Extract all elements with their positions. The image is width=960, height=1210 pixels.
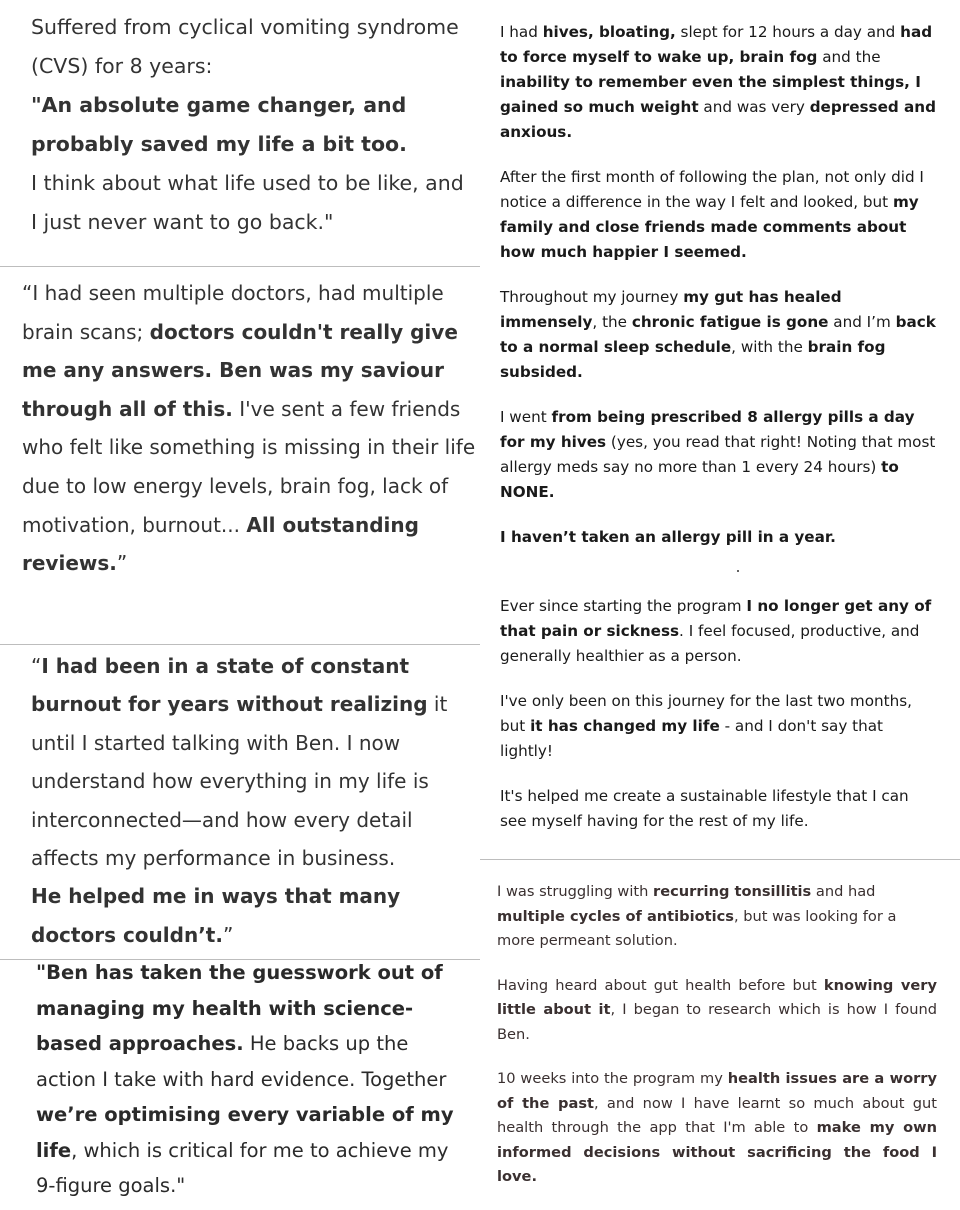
testimonial-science (36, 955, 456, 1204)
paragraph-allergy-pills (500, 405, 940, 505)
text-run: and the (817, 48, 881, 66)
paragraph-changed-life (500, 689, 940, 764)
bold-run: from being prescribed 8 allergy pills a day for my hives (500, 408, 915, 451)
bold-run: inability to remember even the simplest things, I gained so much weight (500, 73, 921, 116)
text-run: After the first month of following the plan, not only did I notice a difference in the way I felt and looked, but (500, 168, 924, 211)
testimonial-text-end (31, 877, 476, 954)
text-run: He backs up the action I take with hard evidence. Together (36, 1032, 447, 1091)
divider-right-1 (480, 859, 960, 860)
text-run: and I’m (828, 313, 896, 331)
text-run: it until I started talking with Ben. I now understand how everything in my life is interconnected—and how every detail affects my performance in business. (31, 692, 448, 871)
text-run: I had (500, 23, 543, 41)
divider-left-1 (0, 266, 480, 267)
paragraph-struggling (497, 880, 937, 954)
text-run: Throughout my journey (500, 288, 684, 306)
testimonial-tonsillitis (497, 880, 937, 1210)
text-run: Having heard about gut health before but (497, 976, 824, 994)
testimonial-text (36, 955, 456, 1204)
bold-run: multiple cycles of antibiotics (497, 907, 734, 925)
text-run: and had (811, 883, 876, 900)
bold-run: depressed and anxious. (500, 98, 936, 141)
bold-run: to NONE. (500, 458, 899, 501)
bold-run: recurring tonsillitis (653, 883, 812, 900)
text-run: - and I don't say that lightly! (500, 717, 883, 760)
text-run: Ever since starting the program (500, 597, 747, 615)
paragraph-first-month (500, 165, 940, 265)
text-run: slept for 12 hours a day and (675, 23, 901, 41)
testimonial-intro: Suffered from cyclical vomiting syndrome (CVS) for 8 years: (31, 15, 459, 78)
testimonial-quote-bold (31, 86, 471, 164)
text-run: “ (31, 654, 42, 678)
testimonial-cvs (31, 8, 471, 242)
text-run: , the (592, 313, 632, 331)
text-run: , but was looking for a more permeant solution. (497, 907, 897, 949)
text-run: I went (500, 408, 552, 426)
bold-run: hives, bloating, (542, 23, 676, 41)
text-run: I've only been on this journey for the last two months, but (500, 692, 912, 735)
text-run: I've sent a few friends who felt like something is missing in their life due to low energy levels, brain fog, lack of motivation, burnout... (22, 396, 476, 537)
paragraph-10-weeks (497, 1067, 937, 1190)
bold-run: brain fog subsided. (500, 338, 886, 381)
testimonial-text (31, 647, 476, 877)
bold-run: had to force myself to wake up, brain fog (500, 23, 933, 66)
text-run: , with the (731, 338, 808, 356)
bold-run: it has changed my life (530, 717, 720, 735)
text-run: ” (222, 922, 234, 947)
divider-left-2 (0, 644, 480, 645)
testimonial-doctors (22, 274, 480, 583)
bold-run: knowing very little about it (497, 976, 937, 1018)
bold-run: we’re optimising every variable of my life (36, 1103, 454, 1162)
text-run: , I began to research which is how I found Ben. (497, 1001, 937, 1043)
paragraph-symptoms (500, 20, 940, 145)
paragraph-no-pill (500, 525, 940, 550)
bold-run: doctors couldn't really give me any answers. Ben was my saviour through all of this. (22, 319, 458, 421)
bold-quote: "An absolute game changer, and probably saved my life a bit too. (31, 93, 407, 156)
text-run: ” (116, 551, 128, 576)
paragraph-sustainable: It's helped me create a sustainable lifestyle that I can see myself having for the rest of my life. (500, 787, 909, 830)
testimonial-text (22, 274, 480, 583)
bold-run: "Ben has taken the guesswork out of managing my health with science-based approaches. (36, 961, 443, 1055)
bold-run: All outstanding reviews. (22, 512, 419, 576)
bold-run: chronic fatigue is gone (631, 313, 829, 331)
bold-run: health issues are a worry of the past (497, 1070, 937, 1112)
paragraph-gut-health (497, 974, 937, 1048)
text-run: “I had seen multiple doctors, had multiple brain scans; (22, 281, 444, 344)
bold-run: I haven’t taken an allergy pill in a year. (500, 528, 836, 546)
paragraph-journey (500, 285, 940, 385)
text-run: 10 weeks into the program my (497, 1070, 728, 1087)
bold-run: I had been in a state of constant burnout for years without realizing (31, 654, 428, 717)
text-run: I was struggling with (497, 883, 654, 900)
testimonial-burnout (31, 647, 476, 954)
text-run: and was very (698, 98, 810, 116)
text-run: . I feel focused, productive, and generally healthier as a person. (500, 622, 920, 665)
text-run: , and now I have learnt so much about gut health through the app that I'm able to (497, 1094, 938, 1136)
bold-run: I no longer get any of that pain or sickness (500, 597, 932, 640)
testimonial-quote-rest: I think about what life used to be like, and I just never want to go back." (31, 171, 464, 234)
bold-run: He helped me in ways that many doctors couldn’t. (31, 884, 401, 947)
paragraph-no-pain (500, 594, 940, 669)
text-run: (yes, you read that right! Noting that most allergy meds say no more than 1 every 24 hours) (500, 433, 936, 476)
bold-run: my gut has healed immensely (500, 288, 842, 331)
text-run: , which is critical for me to achieve my 9-figure goals." (36, 1138, 449, 1197)
bold-run: make my own informed decisions without sacrificing the food I love. (497, 1119, 938, 1185)
bold-run: my family and close friends made comments about how much happier I seemed. (500, 193, 919, 261)
bold-run: back to a normal sleep schedule (500, 313, 936, 356)
testimonial-hives (500, 20, 940, 854)
